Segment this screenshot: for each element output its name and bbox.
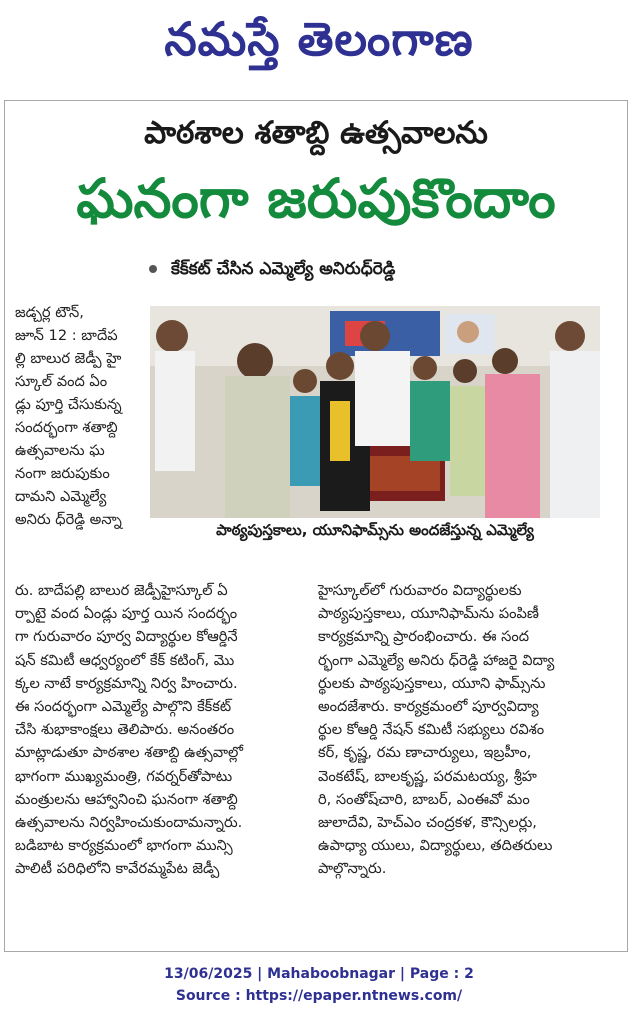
bullet-icon (149, 265, 157, 273)
masthead (0, 0, 638, 90)
photo-caption: పాఠ్యపుస్తకాలు, యూనిఫామ్స్‌ను అందజేస్తున్న ఎమ్మెల్యే (216, 521, 534, 539)
masthead-title: నమస్తే తెలంగాణ (164, 12, 474, 66)
article-body-column-2: హైస్కూల్‌లో గురువారం విద్యార్థులకు పాఠ్యపుస్తకాలు, యూనిఫామ్‌ను పంపిణీ కార్యక్రమాన్ని ప్రారంభించారు. ఈ సంద ర్భంగా ఎమ్మెల్యే అనిరు ధ్‌రెడ్డి హాజరై విద్యా ర్థులకు పాఠ్యపుస్తకాలు, యూని ఫామ్స్‌ను అందజేశారు. కార్యక్రమంలో పూర్వవిద్యా ర్థుల కోఆర్డి నేషన్ కమిటీ సభ్యులు రవిశం కర్, కృష్ణ, రమ ణాచార్యులు, ఇబ్రహీం, వెంకటేష్, బాలకృష్ణ, పరమటయ్య, శ్రీహ రి, సంతోష్‌చారి, బాబర్, ఎంఈవో మం జులాదేవి, హెచ్‌ఎం చంద్రకళ, కౌన్సిలర్లు, ఉపాధ్యా యులు, విద్యార్థులు, తదితరులు పాల్గొన్నారు. (318, 582, 555, 878)
article-body-column-1: రు. బాదేపల్లి బాలుర జెడ్పీహైస్కూల్ ఏ ర్పాటై వంద ఏండ్లు పూర్త యిన సందర్భం గా గురువారం పూర్వ విద్యార్థుల కోఆర్డినే షన్ కమిటీ ఆధ్వర్యంలో కేక్ కటింగ్, మొ క్కల నాటే కార్యక్రమాన్ని నిర్వ హించారు. ఈ సందర్భంగా ఎమ్మెల్యే పాల్గొని కేక్‌కట్ చేసి శుభాకాంక్షలు తెలిపారు. అనంతరం మాట్లాడుతూ పాఠశాల శతాబ్ది ఉత్సవాల్లో భాగంగా ముఖ్యమంత్రి, గవర్నర్‌తోపాటు మంత్రులను ఆహ్వానించి ఘనంగా శతాబ్ది ఉత్సవాలను నిర్వహించుకుందామన్నారు. బడిబాట కార్యక్రమంలో భాగంగా మున్సి పాలిటీ పరిధిలోని కావేరమ్మపేట జెడ్పీ (15, 582, 244, 878)
headline-line-1: పాఠశాల శతాబ్ది ఉత్సవాలను (144, 115, 488, 151)
footer-source: Source : https://epaper.ntnews.com/ (175, 988, 463, 1004)
news-photo (150, 306, 600, 518)
article-lead-column: జడ్చర్ల టౌన్, జూన్ 12 : బాదేప ల్లి బాలుర జెడ్పీ హై స్కూల్ వంద ఏం డ్లు పూర్తి చేసుకున్న సందర్భంగా శతాబ్ది ఉత్సవాలను ఘ నంగా జరుపుకుం దామని ఎమ్మెల్యే అనిరు ధ్‌రెడ్డి అన్నా (15, 304, 122, 528)
headline-line-2: ఘనంగా జరుపుకొందాం (76, 167, 556, 230)
footer-date-edition: 13/06/2025 | Mahaboobnagar | Page : 2 (164, 966, 474, 982)
photo-illustration (150, 306, 600, 518)
subheadline (149, 259, 395, 283)
subheadline-text: కేక్‌కట్ చేసిన ఎమ్మెల్యే అనిరుధ్‌రెడ్డి (171, 259, 396, 279)
news-clipping (4, 100, 628, 952)
